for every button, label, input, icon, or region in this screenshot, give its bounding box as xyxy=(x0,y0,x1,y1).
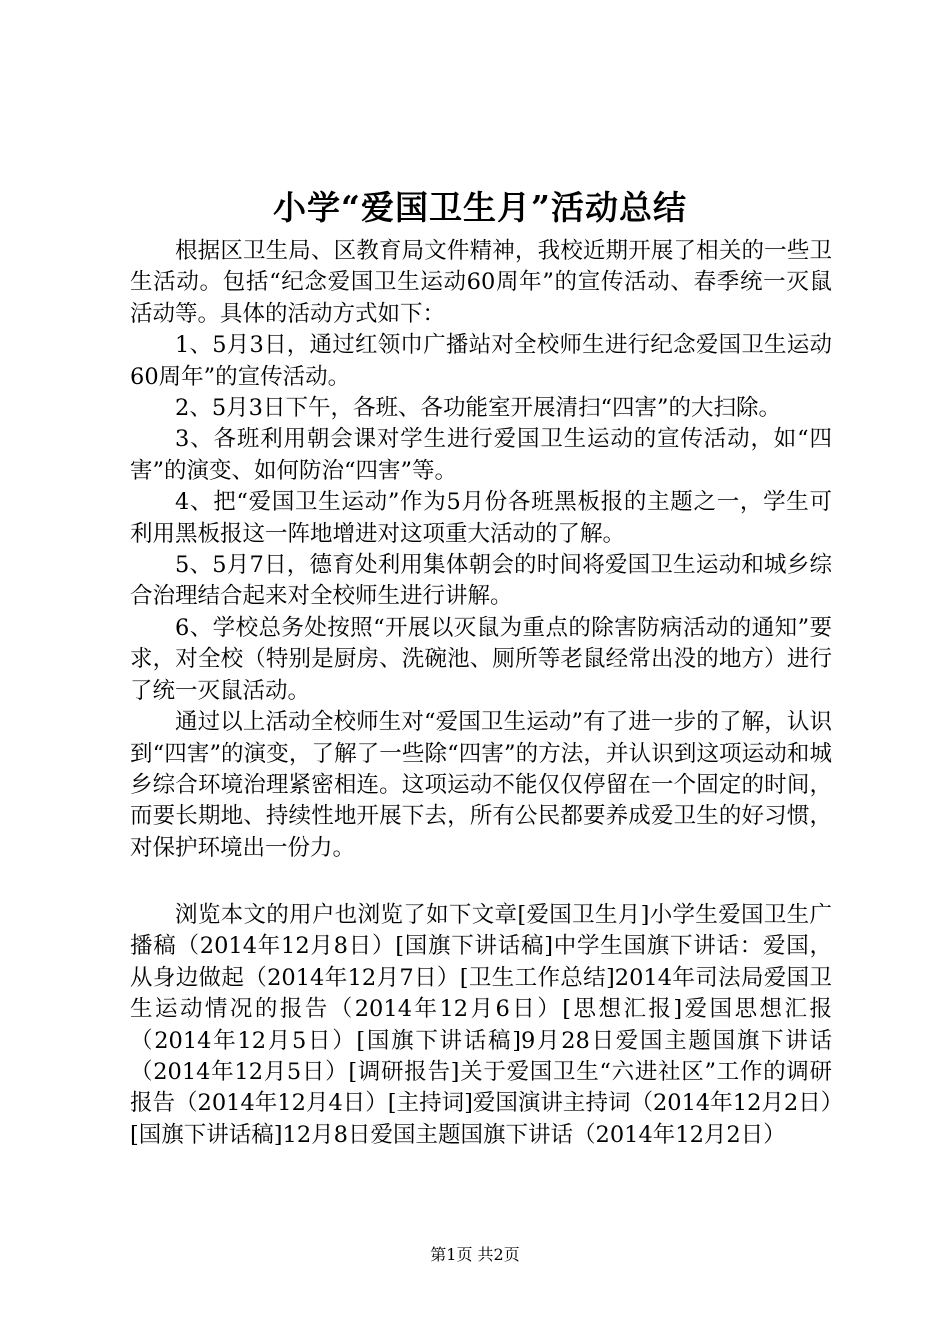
paragraph-item-6: 6、学校总务处按照“开展以灭鼠为重点的除害防病活动的通知”要求，对全校（特别是厨房、洗碗池、厕所等老鼠经常出没的地方）进行了统一灭鼠活动。 xyxy=(130,614,832,704)
document-title: 小学“爱国卫生月”活动总结 xyxy=(273,188,687,227)
paragraph-item-2: 2、5月3日下午，各班、各功能室开展清扫“四害”的大扫除。 xyxy=(175,395,781,422)
related-articles-text: 浏览本文的用户也浏览了如下文章[爱国卫生月]小学生爱国卫生广播稿（2014年12月8日）[国旗下讲话稿]中学生国旗下讲话：爱国，从身边做起（2014年12月7日）[卫生工作总结]2014年司法局爱国卫生运动情况的报告（2014年12月6日）[思想汇报]爱国思想汇报（2014年12月5日）[国旗下讲话稿]9月28日爱国主题国旗下讲话（2014年12月5日）[调研报告]关于爱国卫生“六进社区”工作的调研报告（2014年12月4日）[主持词]爱国演讲主持词（2014年12月2日）[国旗下讲话稿]12月8日爱国主题国旗下讲话（2014年12月2日） xyxy=(130,902,832,1148)
paragraph-item-4: 4、把“爱国卫生运动”作为5月份各班黑板报的主题之一，学生可利用黑板报这一阵地增进对这项重大活动的了解。 xyxy=(130,489,832,547)
document-body xyxy=(130,236,832,864)
paragraph-item-1: 1、5月3日，通过红领巾广播站对全校师生进行纪念爱国卫生运动60周年”的宣传活动。 xyxy=(130,332,832,390)
paragraph-intro: 根据区卫生局、区教育局文件精神，我校近期开展了相关的一些卫生活动。包括“纪念爱国卫生运动60周年”的宣传活动、春季统一灭鼠活动等。具体的活动方式如下： xyxy=(130,238,832,327)
related-articles xyxy=(130,900,832,1151)
paragraph-item-3: 3、各班利用朝会课对学生进行爱国卫生运动的宣传活动，如“四害”的演变、如何防治“四害”等。 xyxy=(130,426,832,484)
paragraph-conclusion: 通过以上活动全校师生对“爱国卫生运动”有了进一步的了解，认识到“四害”的演变，了解了一些除“四害”的方法，并认识到这项运动和城乡综合环境治理紧密相连。这项运动不能仅仅停留在一个固定的时间，而要长期地、持续性地开展下去，所有公民都要养成爱卫生的好习惯，对保护环境出一份力。 xyxy=(130,709,832,861)
paragraph-item-5: 5、5月7日，德育处利用集体朝会的时间将爱国卫生运动和城乡综合治理结合起来对全校师生进行讲解。 xyxy=(130,552,832,610)
page-footer: 第1页 共2页 xyxy=(430,1245,520,1264)
